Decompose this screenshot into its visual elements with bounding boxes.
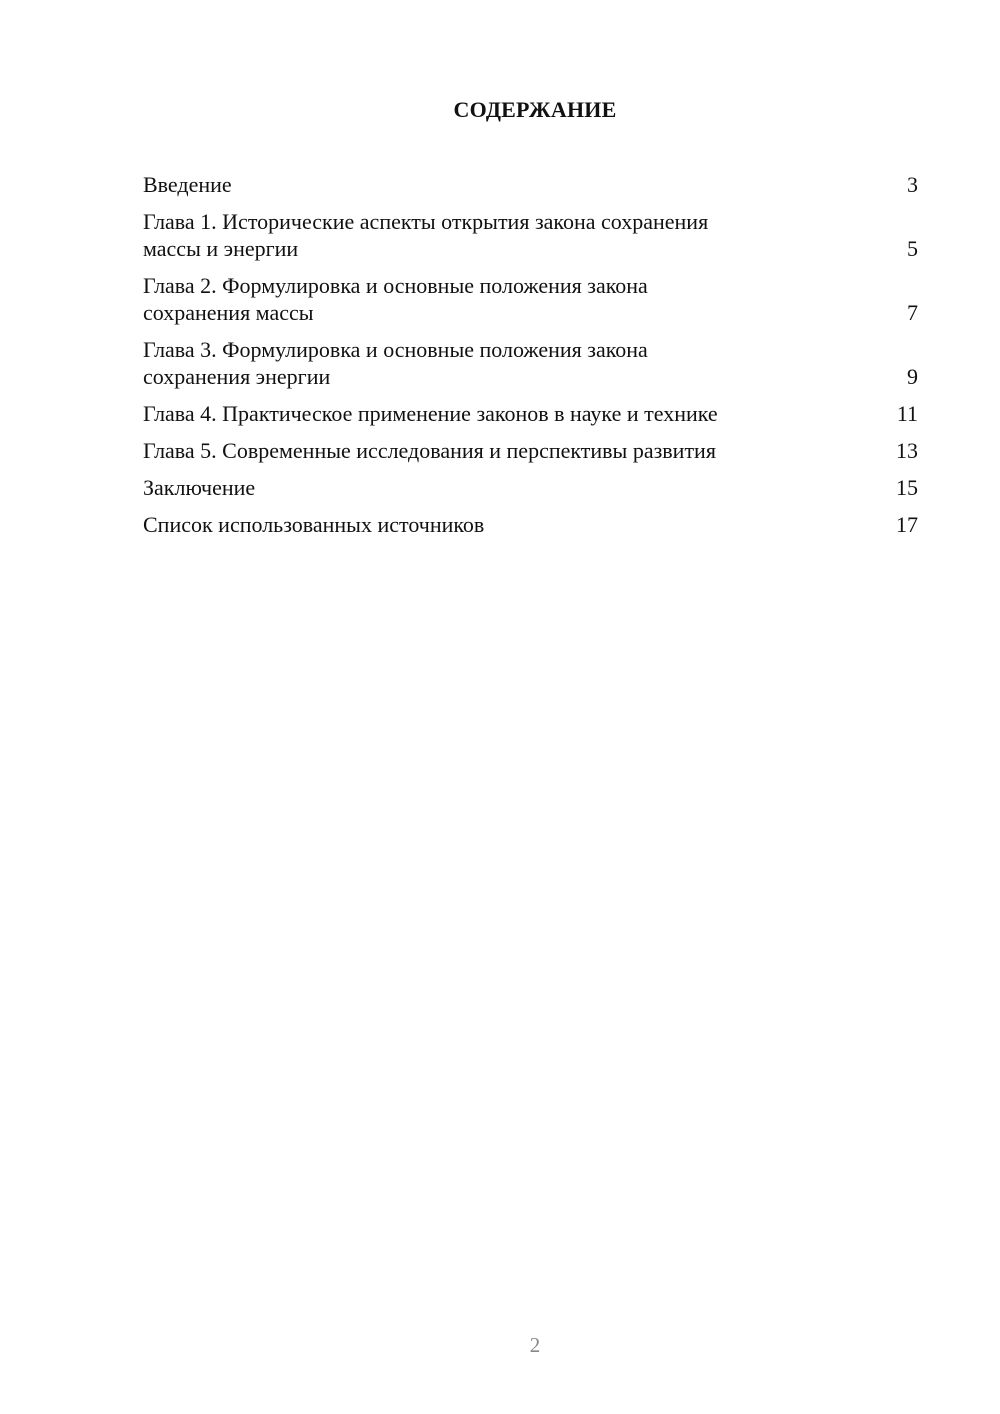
toc-entry-chapter-1: [143, 208, 918, 262]
toc-entry-page: 7: [907, 300, 918, 325]
toc-entry-title: Введение: [143, 172, 232, 197]
toc-entry-chapter-5: [143, 437, 918, 464]
table-of-contents: [143, 171, 918, 548]
toc-entry-chapter-4: [143, 400, 918, 427]
toc-entry-title: сохранения массы: [143, 300, 314, 325]
toc-entry-introduction: [143, 171, 918, 198]
toc-entry-page: 15: [896, 475, 918, 500]
toc-entry-title: массы и энергии: [143, 236, 299, 261]
page-number: 2: [529, 1333, 541, 1357]
page-title: СОДЕРЖАНИЕ: [453, 97, 617, 122]
toc-entry-title: Заключение: [143, 475, 256, 500]
toc-entry-page: 13: [896, 438, 918, 463]
toc-entry-title: Глава 2. Формулировка и основные положения закона: [143, 273, 648, 298]
toc-entry-page: 5: [907, 236, 918, 261]
toc-entry-title: Глава 5. Современные исследования и перспективы развития: [143, 438, 716, 463]
toc-entry-chapter-2: [143, 272, 918, 326]
toc-entry-chapter-3: [143, 336, 918, 390]
toc-entry-title: Список использованных источников: [143, 512, 485, 537]
toc-entry-conclusion: [143, 474, 918, 501]
toc-entry-page: 17: [896, 512, 918, 537]
toc-entry-title: сохранения энергии: [143, 364, 331, 389]
toc-entry-title: Глава 1. Исторические аспекты открытия закона сохранения: [143, 209, 709, 234]
toc-entry-references: [143, 511, 918, 538]
toc-entry-title: Глава 4. Практическое применение законов в науке и технике: [143, 401, 718, 426]
toc-entry-page: 9: [907, 364, 918, 389]
toc-entry-page: 11: [896, 401, 918, 426]
toc-entry-title: Глава 3. Формулировка и основные положения закона: [143, 337, 648, 362]
toc-entry-page: 3: [907, 172, 918, 197]
